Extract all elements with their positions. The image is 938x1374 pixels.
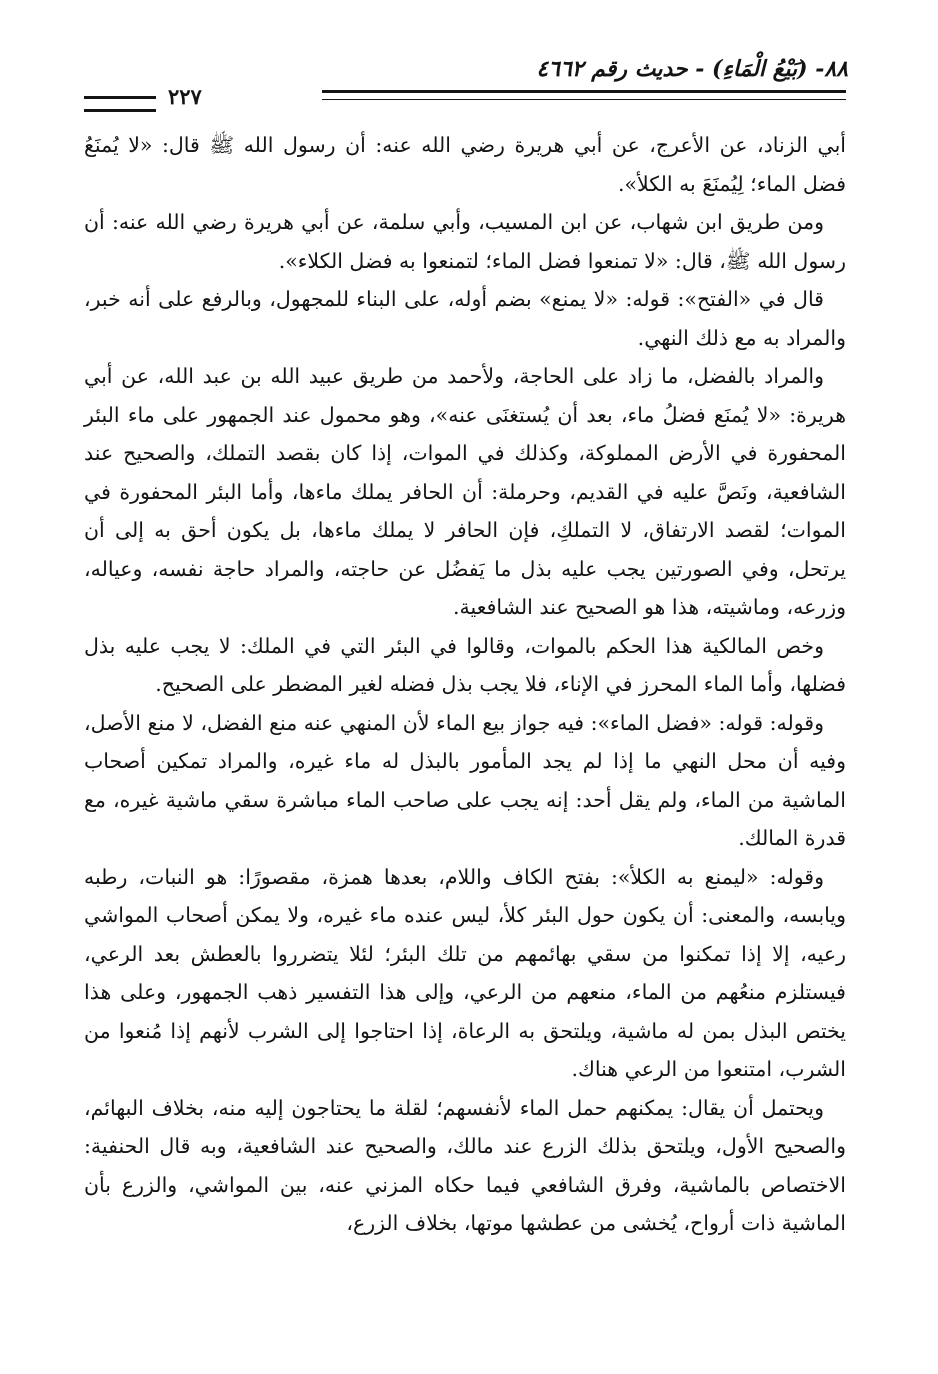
paragraph: قال في «الفتح»: قوله: «لا يمنع» بضم أوله، على البناء للمجهول، وبالرفع على أنه خبر، والمراد به مع ذلك النهي. [84,287,846,350]
page-number-rule [84,96,156,112]
page-title: ٨٨- (بَيْعُ الْمَاءِ) - حديث رقم ٤٦٦٢ [536,56,848,82]
paragraph: وقوله: قوله: «فضل الماء»: فيه جواز بيع الماء لأن المنهي عنه منع الفضل، لا منع الأصل، وفيه أن محل النهي ما إذا لم يجد المأمور بالبذل له ماء غيره، والمراد تمكين أصحاب الماشية من الماء، ولم يقل أحد: إنه يجب على صاحب الماء مباشرة سقي ماشية غيره، مع قدرة المالك. [84,710,846,850]
body-text [84,126,846,1243]
paragraph: ومن طريق ابن شهاب، عن ابن المسيب، وأبي سلمة، عن أبي هريرة رضي الله عنه: أن رسول الله ﷺ، قال: «لا تمنعوا فضل الماء؛ لتمنعوا به فضل الكلاء». [84,210,846,273]
paragraph: والمراد بالفضل، ما زاد على الحاجة، ولأحمد من طريق عبيد الله بن عبد الله، عن أبي هريرة: «لا يُمنَع فضلُ ماء، بعد أن يُستغنَى عنه»، وهو محمول عند الجمهور على ماء البئر المحفورة في الأرض المملوكة، وكذلك في الموات، إذا كان بقصد التملك، والصحيح عند الشافعية، ونَصَّ عليه في القديم، وحرملة: أن الحافر يملك ماءها، وأما البئر المحفورة في الموات؛ لقصد الارتفاق، لا التملكِ، فإن الحافر لا يملك ماءها، بل يكون أحق به إلى أن يرتحل، وفي الصورتين يجب عليه بذل ما يَفضُل عن حاجته، والمراد حاجة نفسه، وعياله، وزرعه، وماشيته، هذا هو الصحيح عند الشافعية. [84,364,846,619]
paragraph: أبي الزناد، عن الأعرج، عن أبي هريرة رضي الله عنه: أن رسول الله ﷺ قال: «لا يُمنَعُ فضل الماء؛ لِيُمنَعَ به الكلأ». [84,133,846,196]
paragraph: وقوله: «ليمنع به الكلأ»: بفتح الكاف واللام، بعدها همزة، مقصورًا: هو النبات، رطبه ويابسه، والمعنى: أن يكون حول البئر كلأ، ليس عنده ماء غيره، ولا يمكن أصحاب المواشي رعيه، إلا إذا تمكنوا من سقي بهائمهم من تلك البئر؛ لئلا يتضرروا بالعطش بعد الرعي، فيستلزم منعُهم من الماء، منعهم من الرعي، وإلى هذا التفسير ذهب الجمهور، وعلى هذا يختص البذل بمن له ماشية، ويلتحق به الرعاة، إذا احتاجوا إلى الشرب لأنهم إذا مُنعوا من الشرب، امتنعوا من الرعي هناك. [84,864,846,1081]
paragraph: وخص المالكية هذا الحكم بالموات، وقالوا في البئر التي في الملك: لا يجب عليه بذل فضلها، وأما الماء المحرز في الإناء، فلا يجب بذل فضله لغير المضطر على الصحيح. [84,633,846,696]
header-rule [322,90,846,100]
paragraph: ويحتمل أن يقال: يمكنهم حمل الماء لأنفسهم؛ لقلة ما يحتاجون إليه منه، بخلاف البهائم، والصحيح الأول، ويلتحق بذلك الزرع عند مالك، والصحيح عند الشافعية، وبه قال الحنفية: الاختصاص بالماشية، وفرق الشافعي فيما حكاه المزني عنه، بين المواشي، والزرع بأن الماشية ذات أرواح، يُخشى من عطشها موتها، بخلاف الزرع، [84,1095,846,1235]
page-number: ٢٢٧ [168,84,202,109]
